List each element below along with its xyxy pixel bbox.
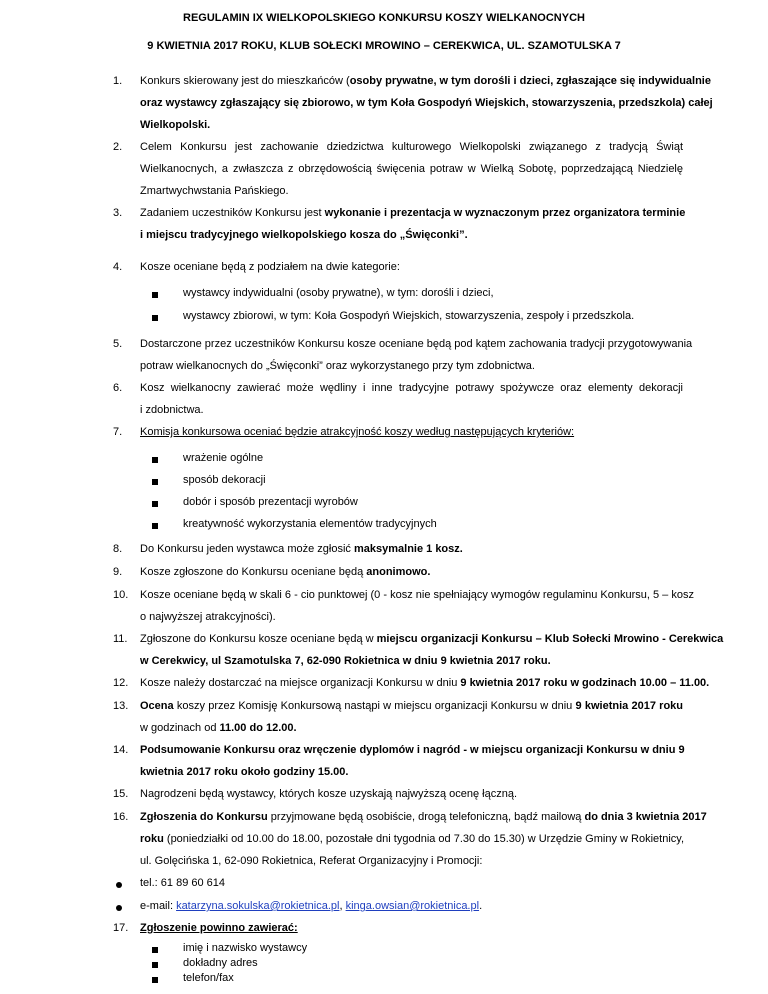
item-1-line-3: Wielkopolski. [140,119,211,131]
criterion-item: sposób dekoracji [183,474,266,486]
item-number: 8. [113,543,123,555]
square-bullet-icon [152,947,158,953]
square-bullet-icon [152,501,158,507]
item-14-line-1: Podsumowanie Konkursu oraz wręczenie dyplomów i nagród - w miejscu organizacji Konkursu w dniu 9 [140,744,685,756]
item-12-line: Kosze należy dostarczać na miejsce organizacji Konkursu w dniu 9 kwietnia 2017 roku w godzinach 10.00 – 11.00. [140,677,710,689]
email-link-owsian[interactable]: kinga.owsian@rokietnica.pl [345,900,480,912]
item-number: 5. [113,338,123,350]
square-bullet-icon [152,962,158,968]
item-16-line-2: roku (poniedziałki od 10.00 do 18.00, pozostałe dni tygodnia od 7.30 do 15.30) w Urzędzie Gminy w Rokietnicy, [140,833,685,845]
category-item: wystawcy zbiorowi, w tym: Koła Gospodyń Wiejskich, stowarzyszenia, zespoły i przedszkola. [183,310,635,322]
square-bullet-icon [152,977,158,983]
item-number: 10. [113,589,129,601]
item-3-line-2: i miejscu tradycyjnego wielkopolskiego kosza do „Święconki”. [140,229,468,241]
item-number: 18. [113,986,115,987]
item-number: 3. [113,207,123,219]
contact-phone: tel.: 61 89 60 614 [140,877,226,889]
item-10-line-1: Kosze oceniane będą w skali 6 - cio punktowej (0 - kosz nie spełniający wymogów regulaminu Konkursu, 5 – kosz [140,589,694,601]
item-number: 15. [113,788,129,800]
square-bullet-icon [152,479,158,485]
document-title: REGULAMIN IX WIELKOPOLSKIEGO KONKURSU KOSZY WIELKANOCNYCH [183,12,585,24]
item-9-line: Kosze zgłoszone do Konkursu oceniane będą anonimowo. [140,566,431,578]
item-2-line-2: Wielkanocnych, a zwłaszcza z obrzędowością święcenia potraw w Wielką Sobotę, poprzedzającą Niedzielę [140,163,683,175]
item-number: 17. [113,922,129,934]
item-number: 12. [113,677,129,689]
item-2-line-1: Celem Konkursu jest zachowanie dziedzictwa kulturowego Wielkopolski związanego z tradycją Świąt [140,141,683,153]
requirement-item: telefon/fax [183,972,234,984]
item-7-line: Komisja konkursowa oceniać będzie atrakcyjność koszy według następujących kryteriów: [140,426,575,438]
item-15-line: Nagrodzeni będą wystawcy, których kosze uzyskają najwyższą ocenę łączną. [140,788,518,800]
item-number: 14. [113,744,129,756]
item-number: 4. [113,261,123,273]
square-bullet-icon [152,315,158,321]
item-11-line-2: w Cerekwicy, ul Szamotulska 7, 62-090 Rokietnica w dniu 9 kwietnia 2017 roku. [140,655,551,667]
item-1-line-1: Konkurs skierowany jest do mieszkańców (osoby prywatne, w tym dorośli i dzieci, zgłaszające się indywidualnie [140,75,711,87]
item-number: 13. [113,700,129,712]
item-number: 2. [113,141,123,153]
square-bullet-icon [152,457,158,463]
item-11-line-1: Zgłoszone do Konkursu kosze oceniane będą w miejscu organizacji Konkursu – Klub Sołecki Mrowino - Cerekwica [140,633,724,645]
item-13-line-1: Ocena koszy przez Komisję Konkursową nastąpi w miejscu organizacji Konkursu w dniu 9 kwietnia 2017 roku [140,700,684,712]
square-bullet-icon [152,292,158,298]
item-19-line: Organizator przewiduje nagrody i niespodzianki. [140,988,162,989]
item-13-line-2: w godzinach od 11.00 do 12.00. [140,722,297,734]
requirement-item: imię i nazwisko wystawcy [183,942,308,954]
square-bullet-icon [152,523,158,529]
requirement-item: adres e-mail. [183,984,189,985]
criterion-item: wrażenie ogólne [183,452,264,464]
document-subtitle: 9 KWIETNIA 2017 ROKU, KLUB SOŁECKI MROWINO – CEREKWICA, UL. SZAMOTULSKA 7 [147,40,621,52]
item-6-line-1: Kosz wielkanocny zawierać może wędliny i inne tradycyjne potrawy spożywcze oraz elementy dekoracji [140,382,683,394]
criterion-item: kreatywność wykorzystania elementów tradycyjnych [183,518,437,530]
item-2-line-3: Zmartwychwstania Pańskiego. [140,185,289,197]
item-16-line-1: Zgłoszenia do Konkursu przyjmowane będą osobiście, drogą telefoniczną, bądź mailową do dnia 3 kwietnia 2017 [140,811,707,823]
criterion-item: dobór i sposób prezentacji wyrobów [183,496,358,508]
item-10-line-2: o najwyższej atrakcyjności). [140,611,276,623]
category-item: wystawcy indywidualni (osoby prywatne), w tym: dorośli i dzieci, [183,287,494,299]
item-number: 19. [113,988,115,989]
item-18-line: Formularz zgłoszeniowy do pobrania na stronie internetowej: www.rokietnica.pl. [140,986,176,987]
email-link-sokulska[interactable]: katarzyna.sokulska@rokietnica.pl [176,900,340,912]
item-number: 1. [113,75,123,87]
website-link[interactable]: www.rokietnica.pl [167,986,176,987]
item-number: 11. [113,633,128,645]
item-14-line-2: kwietnia 2017 roku około godziny 15.00. [140,766,349,778]
contact-email-line: e-mail: katarzyna.sokulska@rokietnica.pl, kinga.owsian@rokietnica.pl. [140,900,483,912]
requirement-item: dokładny adres [183,957,258,969]
item-5-line-2: potraw wielkanocnych do „Święconki” oraz wykorzystanego przy tym zdobnictwa. [140,360,535,372]
item-number: 9. [113,566,123,578]
item-number: 7. [113,426,123,438]
round-bullet-icon [116,905,122,911]
item-1-line-2: oraz wystawcy zgłaszający się zbiorowo, w tym Koła Gospodyń Wiejskich, stowarzyszenia, przedszkola) całej [140,97,713,109]
item-number: 6. [113,382,123,394]
item-6-line-2: i zdobnictwa. [140,404,204,416]
item-5-line-1: Dostarczone przez uczestników Konkursu kosze oceniane będą pod kątem zachowania tradycji przygotowywania [140,338,693,350]
item-16-line-3: ul. Golęcińska 1, 62-090 Rokietnica, Referat Organizacyjny i Promocji: [140,855,483,867]
round-bullet-icon [116,882,122,888]
item-4-line: Kosze oceniane będą z podziałem na dwie kategorie: [140,261,400,273]
item-number: 16. [113,811,129,823]
item-17-line: Zgłoszenie powinno zawierać: [140,922,298,934]
item-8-line: Do Konkursu jeden wystawca może zgłosić maksymalnie 1 kosz. [140,543,463,555]
item-3-line-1: Zadaniem uczestników Konkursu jest wykonanie i prezentacja w wyznaczonym przez organizatora terminie [140,207,686,219]
